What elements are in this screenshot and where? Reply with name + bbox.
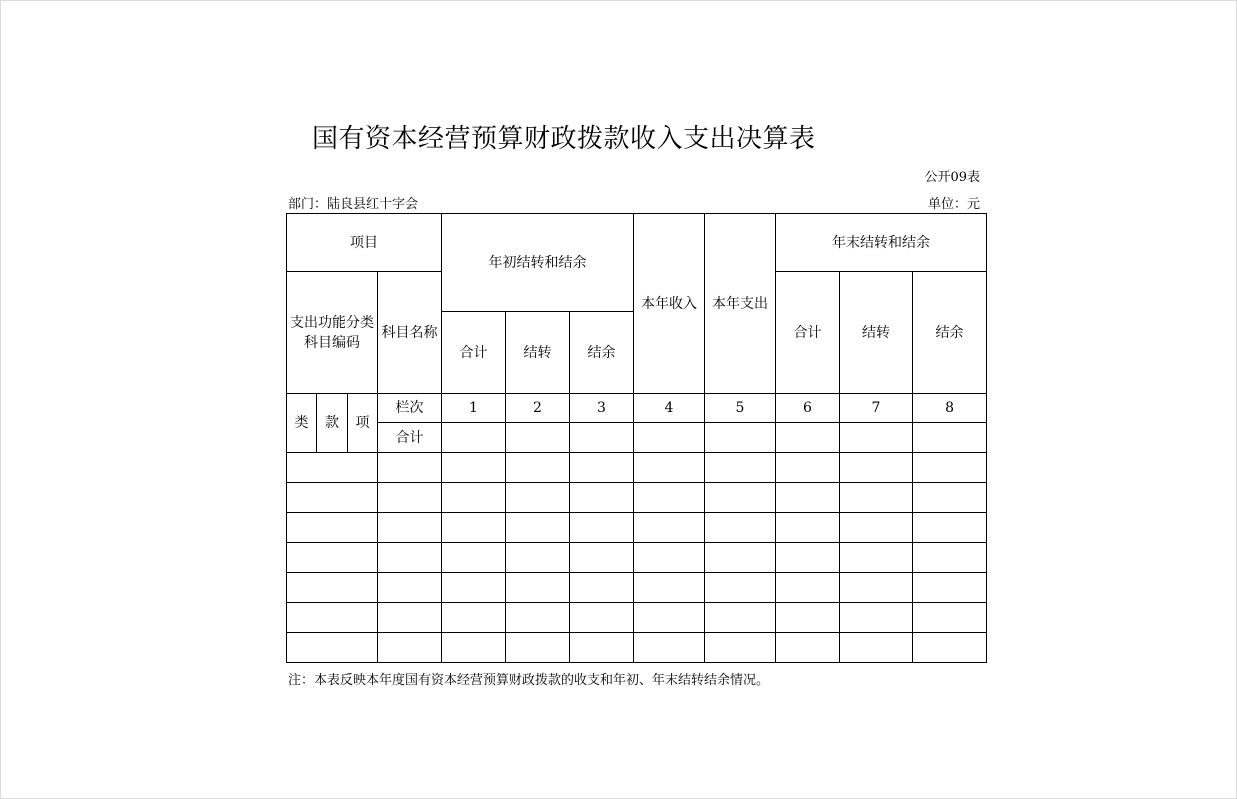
table-row — [287, 573, 987, 603]
table-cell — [378, 633, 442, 663]
column-number: 7 — [840, 394, 913, 423]
table-row — [287, 543, 987, 573]
sum-row-label: 合计 — [378, 423, 442, 453]
column-number: 5 — [705, 394, 776, 423]
table-cell — [776, 483, 840, 513]
table-cell — [776, 633, 840, 663]
table-cell — [506, 483, 570, 513]
header-func-code: 支出功能分类科目编码 — [287, 272, 378, 394]
table-cell — [705, 513, 776, 543]
table-cell — [287, 633, 378, 663]
table-cell — [913, 633, 987, 663]
empty-rows — [287, 453, 987, 663]
table-cell — [840, 453, 913, 483]
table-cell — [776, 603, 840, 633]
table-cell — [913, 543, 987, 573]
table-cell — [776, 573, 840, 603]
column-number: 3 — [570, 394, 634, 423]
table-cell — [570, 513, 634, 543]
table-row — [287, 513, 987, 543]
table-cell — [840, 513, 913, 543]
budget-table — [286, 213, 987, 663]
header-xiang: 项 — [348, 394, 378, 453]
table-cell — [840, 603, 913, 633]
table-cell — [506, 573, 570, 603]
table-cell — [840, 543, 913, 573]
table-cell — [840, 483, 913, 513]
table-cell — [570, 633, 634, 663]
header-income: 本年收入 — [634, 214, 705, 394]
table-cell — [705, 573, 776, 603]
table-cell — [776, 453, 840, 483]
table-cell — [442, 453, 506, 483]
table-cell — [913, 603, 987, 633]
header-lei: 类 — [287, 394, 317, 453]
header-year-end-total: 合计 — [776, 272, 840, 394]
table-cell — [705, 453, 776, 483]
column-number: 4 — [634, 394, 705, 423]
table-cell — [442, 633, 506, 663]
table-cell — [634, 543, 705, 573]
table-cell — [378, 453, 442, 483]
table-cell — [913, 513, 987, 543]
table-cell — [634, 633, 705, 663]
table-cell — [570, 423, 634, 453]
table-cell — [378, 513, 442, 543]
header-subject-name: 科目名称 — [378, 272, 442, 394]
table-cell — [442, 513, 506, 543]
table-cell — [634, 603, 705, 633]
header-year-end-carryover: 结转 — [840, 272, 913, 394]
header-year-end: 年末结转和结余 — [776, 214, 987, 272]
table-cell — [634, 483, 705, 513]
table-cell — [705, 603, 776, 633]
department-label: 部门：陆良县红十字会 — [288, 197, 419, 212]
table-cell — [442, 423, 506, 453]
header-year-start-surplus: 结余 — [570, 312, 634, 394]
header-column-no: 栏次 — [378, 394, 442, 423]
table-row — [287, 603, 987, 633]
table-cell — [705, 633, 776, 663]
table-cell — [287, 603, 378, 633]
table-cell — [506, 423, 570, 453]
form-code: 公开09表 — [924, 170, 980, 185]
table-cell — [442, 483, 506, 513]
table-cell — [570, 603, 634, 633]
table-cell — [913, 573, 987, 603]
table-cell — [570, 573, 634, 603]
column-number: 1 — [442, 394, 506, 423]
table-cell — [840, 423, 913, 453]
column-number: 8 — [913, 394, 987, 423]
table-cell — [634, 573, 705, 603]
table-row — [287, 453, 987, 483]
unit-label: 单位：元 — [927, 197, 980, 212]
table-cell — [705, 543, 776, 573]
header-year-start-carryover: 结转 — [506, 312, 570, 394]
table-row — [287, 483, 987, 513]
table-cell — [913, 423, 987, 453]
table-cell — [442, 543, 506, 573]
table-cell — [506, 543, 570, 573]
header-year-start-total: 合计 — [442, 312, 506, 394]
table-cell — [287, 573, 378, 603]
table-cell — [378, 603, 442, 633]
header-kuan: 款 — [317, 394, 348, 453]
table-cell — [913, 453, 987, 483]
table-cell — [634, 423, 705, 453]
table-cell — [506, 633, 570, 663]
table-cell — [287, 513, 378, 543]
table-cell — [634, 453, 705, 483]
table-cell — [570, 453, 634, 483]
table-cell — [776, 423, 840, 453]
table-row — [287, 633, 987, 663]
table-cell — [378, 573, 442, 603]
table-cell — [705, 423, 776, 453]
footnote: 注：本表反映本年度国有资本经营预算财政拨款的收支和年初、年末结转结余情况。 — [288, 673, 770, 688]
table-cell — [506, 603, 570, 633]
table-cell — [776, 513, 840, 543]
header-project: 项目 — [287, 214, 442, 272]
table-cell — [287, 453, 378, 483]
table-cell — [634, 513, 705, 543]
column-number: 6 — [776, 394, 840, 423]
table-cell — [378, 543, 442, 573]
table-cell — [287, 543, 378, 573]
table-cell — [570, 483, 634, 513]
table-cell — [705, 483, 776, 513]
table-cell — [287, 483, 378, 513]
table-cell — [506, 513, 570, 543]
header-expense: 本年支出 — [705, 214, 776, 394]
page-title: 国有资本经营预算财政拨款收入支出决算表 — [312, 124, 816, 154]
table-cell — [840, 573, 913, 603]
table-cell — [506, 453, 570, 483]
table-cell — [776, 543, 840, 573]
table-cell — [840, 633, 913, 663]
table-cell — [442, 603, 506, 633]
table-cell — [378, 483, 442, 513]
table-cell — [442, 573, 506, 603]
table-cell — [570, 543, 634, 573]
table-cell — [913, 483, 987, 513]
header-year-start: 年初结转和结余 — [442, 214, 634, 312]
column-number: 2 — [506, 394, 570, 423]
header-year-end-surplus: 结余 — [913, 272, 987, 394]
